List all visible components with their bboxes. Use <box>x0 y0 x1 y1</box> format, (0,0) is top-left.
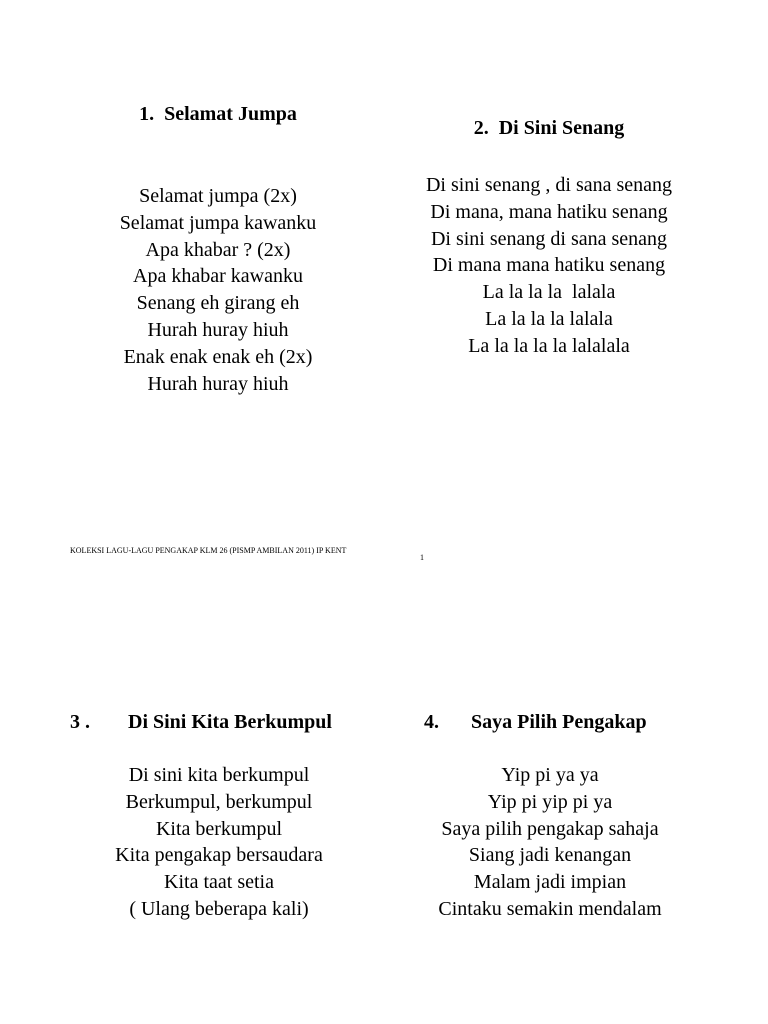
song-title-text: Saya Pilih Pengakap <box>471 711 647 733</box>
song-selamat-jumpa <box>68 102 368 397</box>
lyric-line: Yip pi yip pi ya <box>487 790 613 813</box>
song-title-text: Di Sini Kita Berkumpul <box>128 711 332 733</box>
lyric-line: Hurah huray hiuh <box>147 318 289 341</box>
page-number: 1 <box>420 553 424 562</box>
song-number: 3 . <box>70 711 90 733</box>
lyric-line: Selamat jumpa kawanku <box>119 211 317 234</box>
lyric-line: Hurah huray hiuh <box>147 372 289 395</box>
lyric-line: Di sini senang di sana senang <box>430 227 668 250</box>
song-lyrics <box>68 183 368 397</box>
footer-collection-title: KOLEKSI LAGU-LAGU PENGAKAP KLM 26 (PISMP AMBILAN 2011) IP KENT <box>70 546 347 555</box>
song-di-sini-kita-berkumpul <box>70 710 370 923</box>
lyric-line: Senang eh girang eh <box>136 292 300 315</box>
song-title-text: Di Sini Senang <box>498 117 625 139</box>
lyric-line: La la la la la lalalala <box>468 334 630 357</box>
song-title-text: Selamat Jumpa <box>164 103 297 125</box>
lyric-line: Siang jadi kenangan <box>468 844 632 867</box>
song-title <box>398 116 700 140</box>
lyric-line: Di mana mana hatiku senang <box>432 254 666 277</box>
song-di-sini-senang <box>398 116 700 360</box>
lyric-line: Di sini kita berkumpul <box>128 764 310 786</box>
song-title <box>424 710 676 734</box>
lyric-line: Yip pi ya ya <box>501 764 599 786</box>
lyric-line: La la la la lalala <box>482 281 616 304</box>
lyric-line: Kita taat setia <box>164 871 274 894</box>
lyric-line: Cintaku semakin mendalam <box>438 897 662 920</box>
song-lyrics <box>70 762 368 923</box>
lyric-line: Di mana, mana hatiku senang <box>430 200 668 223</box>
lyric-line: Berkumpul, berkumpul <box>125 790 313 813</box>
lyric-line: Saya pilih pengakap sahaja <box>441 817 659 840</box>
lyric-line: Apa khabar ? (2x) <box>145 238 291 261</box>
song-lyrics <box>398 172 700 360</box>
song-title <box>68 102 368 126</box>
song-number: 1. <box>139 103 155 125</box>
song-saya-pilih-pengakap <box>424 710 676 923</box>
lyric-line: ( Ulang beberapa kali) <box>129 897 309 920</box>
lyric-line: La la la la lalala <box>485 307 613 330</box>
song-title <box>70 710 370 734</box>
lyric-line: Kita berkumpul <box>155 817 283 840</box>
lyric-line: Malam jadi impian <box>473 871 627 894</box>
lyric-line: Kita pengakap bersaudara <box>115 844 323 867</box>
song-number: 2. <box>473 117 489 139</box>
lyric-line: Di sini senang , di sana senang <box>425 174 673 196</box>
lyric-line: Selamat jumpa (2x) <box>139 185 297 207</box>
lyric-line: Enak enak enak eh (2x) <box>123 345 313 368</box>
song-number: 4. <box>424 711 439 733</box>
song-lyrics <box>424 762 676 923</box>
lyric-line: Apa khabar kawanku <box>133 265 303 288</box>
